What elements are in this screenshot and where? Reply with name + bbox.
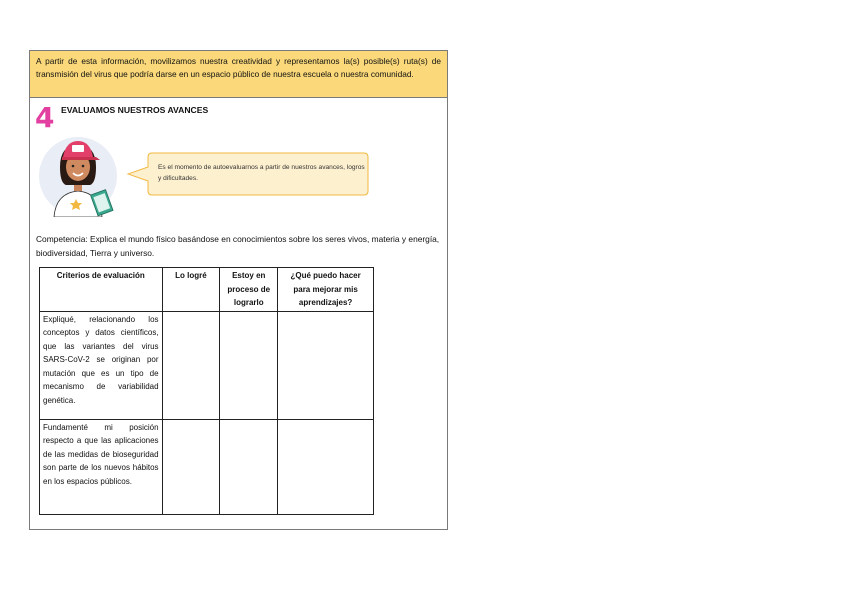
en-proceso-cell[interactable]	[220, 419, 278, 514]
criterio-cell: Expliqué, relacionando los conceptos y datos científicos, que las variantes del virus SARS-CoV-2 se originan por mutación que es un tipo de mecanismo de variabilidad genética.	[40, 311, 163, 419]
activity-card	[29, 50, 448, 530]
table-row	[40, 419, 374, 514]
lo-logre-cell[interactable]	[162, 311, 220, 419]
intro-text: A partir de esta información, movilizamos nuestra creatividad y representamos la(s) posible(s) ruta(s) de transmisión del virus que podría darse en un espacio público de nuestra escuela o nuestra comunidad.	[36, 56, 441, 79]
intro-box	[30, 51, 447, 98]
evaluation-table	[39, 267, 374, 515]
header-criterios: Criterios de evaluación	[40, 268, 163, 312]
student-avatar-icon	[36, 133, 120, 217]
mejorar-cell[interactable]	[278, 419, 374, 514]
header-lo-logre: Lo logré	[162, 268, 220, 312]
table-row	[40, 311, 374, 419]
section-title: EVALUAMOS NUESTROS AVANCES	[61, 105, 209, 115]
competencia-text: Competencia: Explica el mundo físico basándose en conocimientos sobre los seres vivos, materia y energía, biodiversidad, Tierra y universo.	[36, 234, 440, 258]
header-mejorar: ¿Qué puedo hacer para mejorar mis aprendizajes?	[278, 268, 374, 312]
en-proceso-cell[interactable]	[220, 311, 278, 419]
criterio-cell: Fundamenté mi posición respecto a que las aplicaciones de las medidas de bioseguridad son parte de los nuevos hábitos en los espacios públicos.	[40, 419, 163, 514]
speech-bubble-text: Es el momento de autoevaluarnos a partir de nuestros avances, logros y dificultades.	[158, 164, 365, 182]
lo-logre-cell[interactable]	[162, 419, 220, 514]
header-en-proceso: Estoy en proceso de lograrlo	[220, 268, 278, 312]
step-number: 4	[35, 101, 55, 134]
table-header-row	[40, 268, 374, 312]
mejorar-cell[interactable]	[278, 311, 374, 419]
